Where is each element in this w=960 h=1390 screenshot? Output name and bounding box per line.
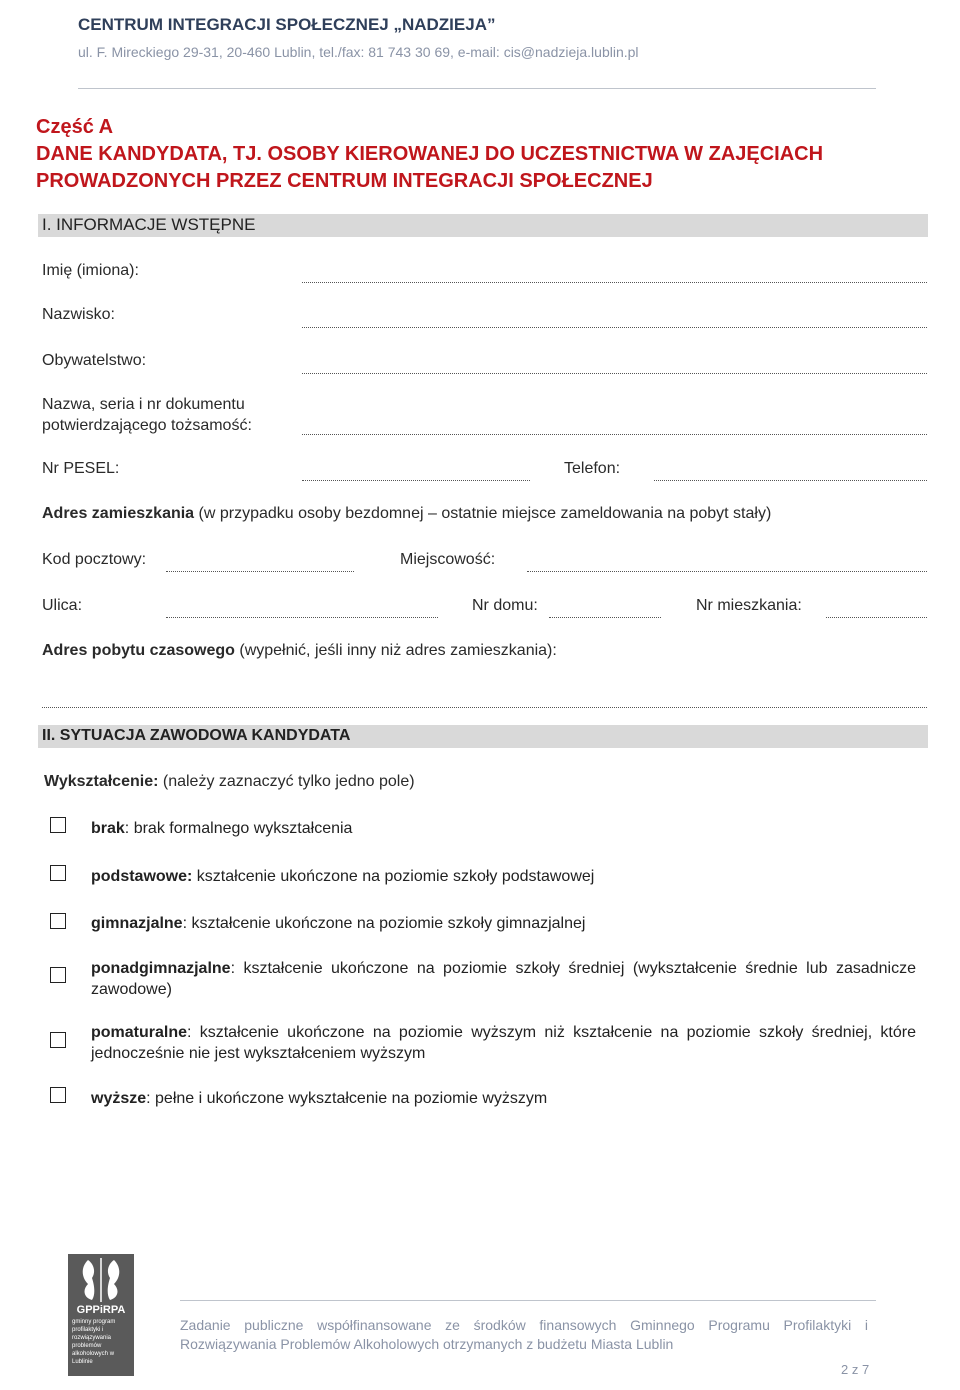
temporary-address-heading: [42, 642, 557, 660]
education-option-pomaturalne: pomaturalne: kształcenie ukończone na poziomie wyższym niż kształcenie na poziomie szkoły średniej, które jednocześnie nie jest wykształceniem wyższym: [91, 1024, 916, 1062]
part-heading-line2: PROWADZONYCH PRZEZ CENTRUM INTEGRACJI SPOŁECZNEJ: [36, 170, 653, 192]
temporary-address-field[interactable]: [42, 707, 927, 708]
temporary-address-bold: Adres pobytu czasowego: [42, 642, 235, 659]
id-document-label-line1: Nazwa, seria i nr dokumentu: [42, 396, 245, 413]
residence-bold: Adres zamieszkania: [42, 505, 195, 522]
city-field[interactable]: [527, 571, 927, 572]
section2-heading: II. SYTUACJA ZAWODOWA KANDYDATA: [42, 727, 351, 744]
education-option-brak: brak: brak formalnego wykształcenia: [91, 820, 353, 837]
education-checkbox-podstawowe[interactable]: [50, 865, 66, 881]
city-label: Miejscowość:: [400, 551, 496, 568]
temporary-address-note: (wypełnić, jeśli inny niż adres zamieszkania):: [234, 642, 557, 659]
part-title: Część A: [36, 116, 114, 138]
postal-code-field[interactable]: [166, 571, 354, 572]
first-name-field[interactable]: [302, 282, 927, 283]
education-checkbox-pomaturalne[interactable]: [50, 1032, 66, 1048]
postal-code-label: Kod pocztowy:: [42, 551, 147, 568]
gppirpa-logo: [68, 1254, 134, 1376]
education-checkbox-gimnazjalne[interactable]: [50, 913, 66, 929]
street-field[interactable]: [166, 617, 438, 618]
education-option-wyzsze: wyższe: pełne i ukończone wykształcenie na poziomie wyższym: [91, 1090, 548, 1107]
education-bold: Wykształcenie:: [44, 773, 159, 790]
residence-note: (w przypadku osoby bezdomnej – ostatnie miejsce zameldowania na pobyt stały): [194, 505, 772, 522]
pesel-label: Nr PESEL:: [42, 460, 120, 477]
education-option-ponadgimnazjalne: ponadgimnazjalne: kształcenie ukończone na poziomie szkoły średniej (wykształcenie średnie lub zasadnicze zawodowe): [91, 960, 916, 998]
organization-name: CENTRUM INTEGRACJI SPOŁECZNEJ „NADZIEJA”: [78, 15, 496, 34]
education-checkbox-brak[interactable]: [50, 817, 66, 833]
section1-heading: I. INFORMACJE WSTĘPNE: [42, 215, 256, 234]
logo-name: GPPiRPA: [76, 1304, 126, 1316]
education-note: (należy zaznaczyć tylko jedno pole): [158, 773, 415, 790]
education-checkbox-wyzsze[interactable]: [50, 1087, 66, 1103]
funding-note: Zadanie publiczne współfinansowane ze środków finansowych Gminnego Programu Profilaktyki i Rozwiązywania Problemów Alkoholowych otrzymanych z budżetu Miasta Lublin: [180, 1317, 868, 1352]
citizenship-label: Obywatelstwo:: [42, 352, 147, 369]
surname-field[interactable]: [302, 327, 927, 328]
part-heading-line1: DANE KANDYDATA, TJ. OSOBY KIEROWANEJ DO UCZESTNICTWA W ZAJĘCIACH: [36, 143, 824, 165]
first-name-label: Imię (imiona):: [42, 262, 139, 279]
id-document-label-line2: potwierdzającego tożsamość:: [42, 417, 252, 434]
house-number-field[interactable]: [549, 617, 661, 618]
residence-heading: [42, 505, 771, 523]
education-option-podstawowe: podstawowe: kształcenie ukończone na poziomie szkoły podstawowej: [91, 868, 595, 885]
phone-field[interactable]: [654, 480, 927, 481]
education-heading: [44, 773, 415, 791]
street-label: Ulica:: [42, 597, 83, 614]
citizenship-field[interactable]: [302, 373, 927, 374]
header-divider: [78, 88, 876, 89]
footer-divider: [180, 1300, 876, 1301]
page-number: 2 z 7: [841, 1362, 870, 1377]
pesel-field[interactable]: [302, 480, 530, 481]
flat-number-label: Nr mieszkania:: [696, 597, 802, 614]
phone-label: Telefon:: [564, 460, 621, 477]
house-number-label: Nr domu:: [472, 597, 538, 614]
education-checkbox-ponadgimnazjalne[interactable]: [50, 967, 66, 983]
education-option-gimnazjalne: gimnazjalne: kształcenie ukończone na poziomie szkoły gimnazjalnej: [91, 915, 586, 932]
id-document-field[interactable]: [302, 434, 927, 435]
organization-address: ul. F. Mireckiego 29-31, 20-460 Lublin, tel./fax: 81 743 30 69, e-mail: cis@nadzieja.lublin.pl: [78, 44, 639, 60]
flat-number-field[interactable]: [826, 617, 927, 618]
surname-label: Nazwisko:: [42, 306, 115, 323]
logo-caption: gminny program profilaktyki i rozwiązywania problemów alkoholowych w Lublinie: [72, 1319, 116, 1365]
